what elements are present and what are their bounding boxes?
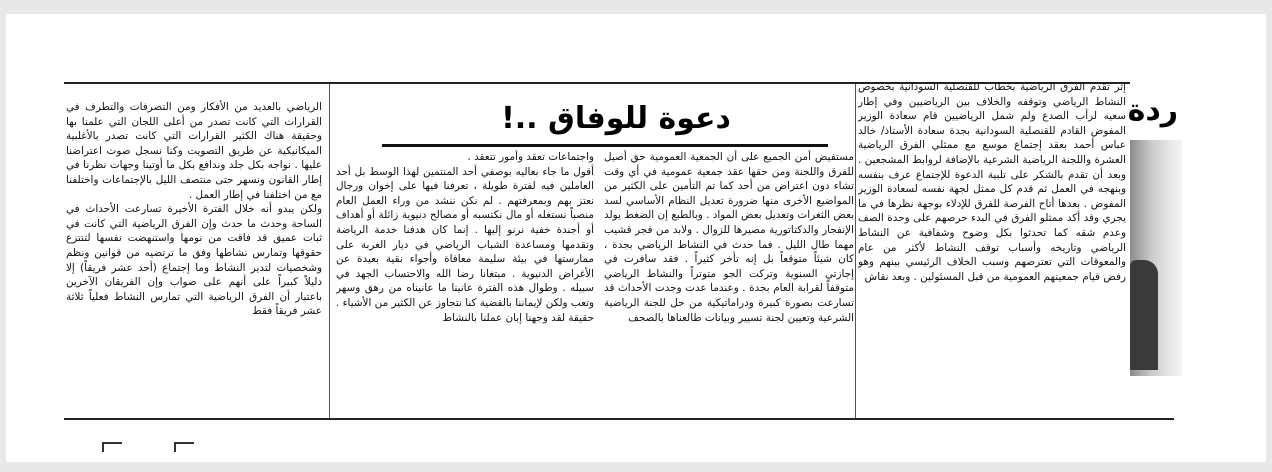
bottom-border-rule: [64, 418, 1174, 420]
paragraph: واجتماعات تعقد وأمور تتعقد .: [467, 151, 594, 163]
paragraph: الرياضي بالعديد من الأفكار ومن التصرفات والتطرف في القرارات التي كانت تصدر من أعلى اللجان التي علمنا بها وحقيقة هناك الكثير القرارات التي كانت تصدر بالأغلبية الميكانيكية عن طريق التصويت وكنا نسجل صوت اعتراضنا عليها . نواجه بكل جلد وندافع بكل ما أوتينا وجهات نظرنا في إطار القانون ونسهر حتى منتصف الليل بالإجتماعات واختلفنا مع من اختلفنا في إطار العمل .: [66, 101, 322, 201]
columnist-photo: [1130, 140, 1182, 376]
article-column-2: [604, 150, 854, 412]
paragraph: إثر تقدم الفرق الرياضية بخطاب للقنصلية السودانية بخصوص النشاط الرياضي وتوقفه والخلاف بين الرياضيين وفي إطار سعيه لرأب الصدع ولم شمل الرياضيين قام سعادة الوزير المفوض القادم للقنصلية السودانية بجدة سعادة الأستاذ/ خالد عباس أحمد بعقد إجتماع موسع مع ممثلي الفرق الرياضية العشرة واللجنة الرياضية الشرعية بالإضافة لروابط المشجعين . وبعد أن تقدم بالشكر على تلبية الدعوة للإجتماع عرف بنفسه وبنهجه في العمل ثم قدم كل ممثل لجهة نفسه لسعادة الوزير المفوض . بعدها أتاح الفرصة للفرق للإدلاء بوجهة نظرها في ما يجري وقد أكد ممثلو الفرق في البدء حرصهم على وحدة الصف وعدم شقه كما تحدثوا بكل وضوح وشفافية عن النشاط الرياضي وتاريخه وأسباب توقف النشاط لأكثر من عام والمعوقات التي تعترضهم وسبب الخلاف الرئيسي بينهم وهو رفض قيام جمعيتهم العمومية من قبل المسئولين . وبعد نقاش: [858, 81, 1126, 283]
paragraph: أقول ما جاء بعاليه بوصفي أحد المنتمين لهذا الوسط بل أحد العاملين فيه لفترة طويلة ، تعرفنا فيها على إخوان ورجال نعتز بهم وبمعرفتهم . لم نكن ننشد من وراء العمل العام منصباً نستغله أو مال نكتسبه أو مصالح دنيوية زائلة أو أهداف أو أجندة خفية نرنو إليها . إنما كان هدفنا خدمة الرياضة وتقدمها ومساعدة الشباب الرياضي في ديار الغربة على ممارستها في بيئة سليمة معافاة وأجواء نقية بعيدة عن الأغراض الدنيوية . مبتغانا رضا الله والاحتساب الجهد في سبيله . وطوال هذه الفترة عانينا ما عانيناه من رهق وسهر وتعب ولكن لإيماننا بالقضية كنا نتجاوز عن الكثير من الأشياء .: [336, 165, 594, 309]
paragraph: ولكن يبدو أنه خلال الفترة الأخيرة تسارعت الأحداث في الساحة وحدث ما حدث وإن الفرق الرياضية التي كانت في ثبات عميق قد فاقت من نومها واستنهضت نفسها لتنتزع حقوقها وتمارس نشاطها وفق ما ترتضيه من قوانين ونظم وشخصيات لتدير النشاط وما إجتماع (أحد عشر فريقاً) إلا دليلاً كبيراً على أنهم على صواب وإن الفريقان الآخرين باعتبار أن الفرق الرياضية التي تمارس النشاط فعلياً ثلاثة عشر فريقاً فقط: [66, 203, 322, 318]
crop-mark: [102, 442, 122, 452]
article-column-4: [66, 100, 322, 412]
paragraph: حقيقة لقد وجهنا إبان عملنا بالنشاط: [442, 311, 594, 324]
article-column-1: [858, 80, 1126, 412]
article-column-3: [336, 150, 594, 412]
article-headline: دعوة للوفاق ..!: [501, 101, 731, 136]
newspaper-clipping: [6, 14, 1266, 462]
paragraph: مستفيض أمن الجميع على أن الجمعية العمومية حق أصيل للفرق واللجنة ومن حقها عقد جمعية عمومية في أي وقت تشاء دون اعتراض من أحد كما تم التأمين على الكثير من المواضيع الأخرى منها ضرورة تعديل النظام الأساسي لسد بعض الثغرات وتعديل بعض المواد . وبالطبع إن الضغط يولد الإنفجار والدكتاتورية مصيرها للزوال . ولابد من فجر قشيب مهما طال الليل . فما حدث في النشاط الرياضي بجدة ، كان شيئاً متوقعاً بل إنه تأخر كثيراً . فقد سافرت في إجازتي السنوية وتركت الجو متوتراً والنشاط الرياضي متوقفاً لقرابة العام بجدة . وعندما عدت وجدت الأحداث قد تسارعت بصورة كبيرة ودراماتيكية من حل للجنة الرياضية الشرعية وتعيين لجنة تسيير وبيانات طالعناها بالصحف: [604, 151, 854, 324]
column-divider: [855, 84, 856, 418]
headline-underline: [382, 144, 828, 147]
adjacent-article-title-fragment: ردة: [1127, 93, 1178, 128]
column-divider: [329, 84, 330, 418]
crop-mark: [174, 442, 194, 452]
